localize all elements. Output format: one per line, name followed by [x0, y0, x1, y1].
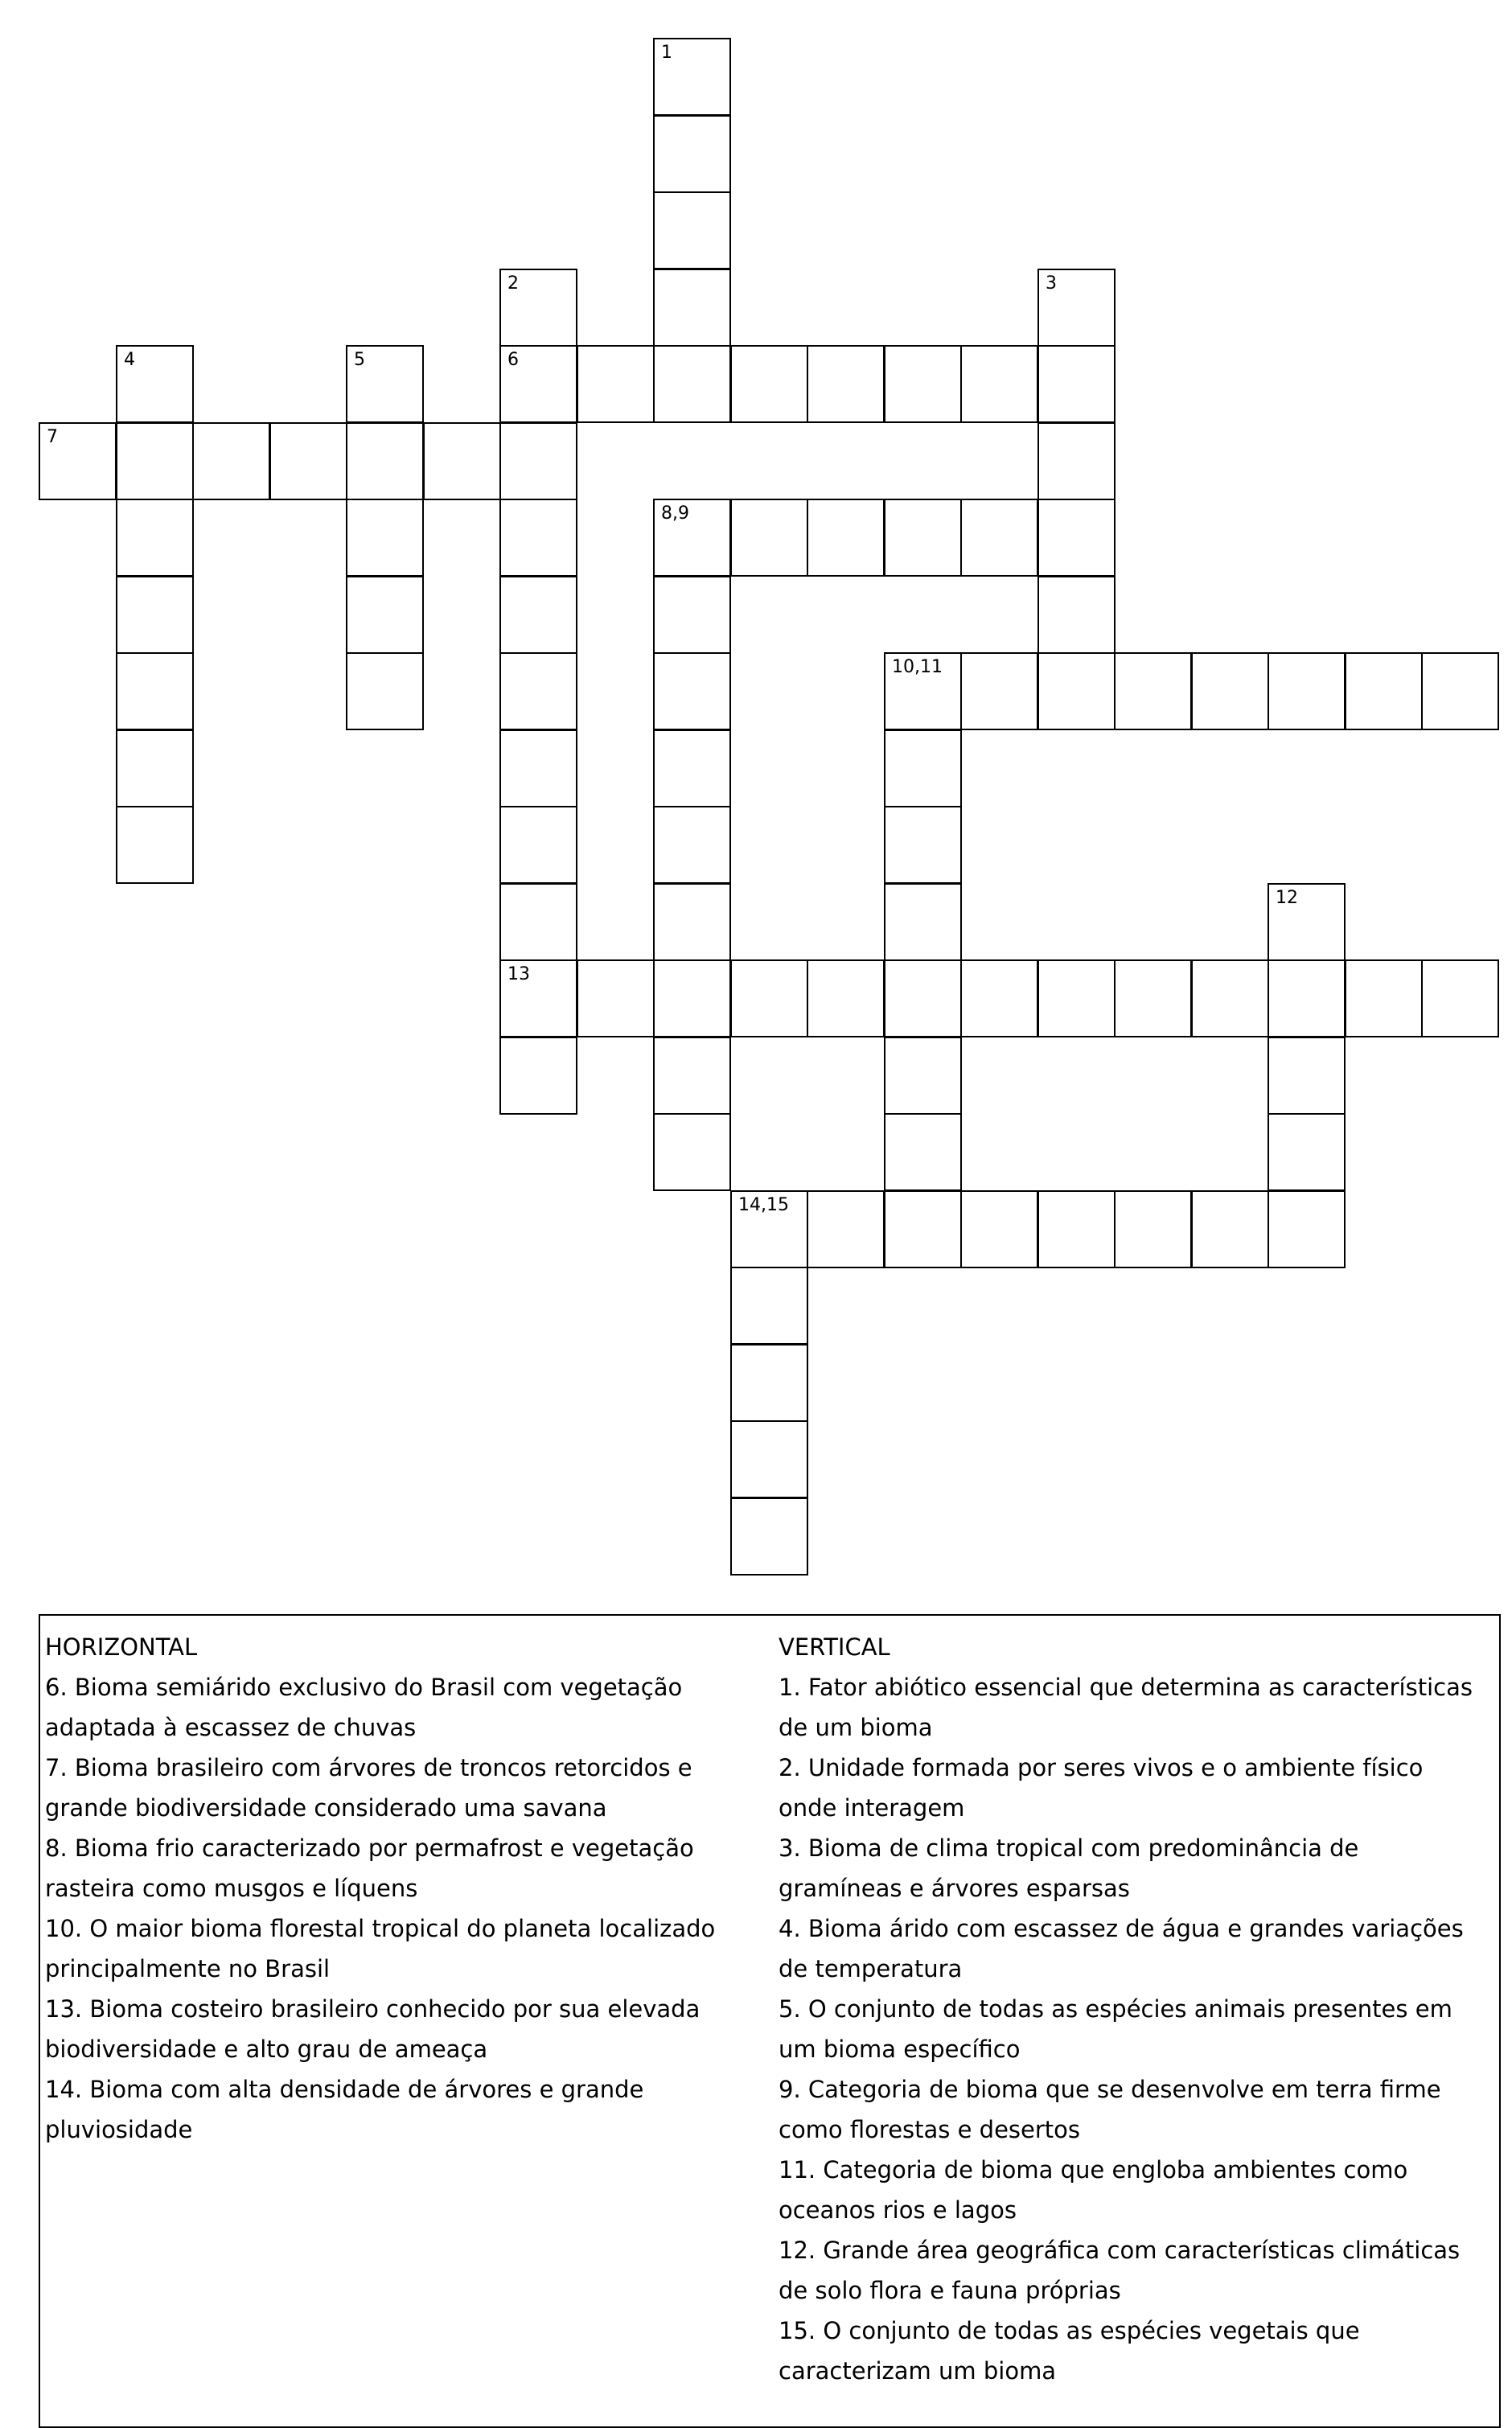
clue-vertical-2: 2. Unidade formada por seres vivos e o ambiente físico onde interagem	[779, 1754, 1424, 1822]
grid-cell[interactable]	[653, 729, 731, 807]
grid-cell[interactable]	[269, 422, 347, 500]
grid-cell[interactable]	[730, 1497, 808, 1576]
clue-vertical-5: 5. O conjunto de todas as espécies animais presentes em um bioma específico	[779, 1995, 1452, 2063]
grid-cell[interactable]	[653, 806, 731, 884]
grid-cell[interactable]	[346, 652, 424, 730]
grid-cell[interactable]	[730, 1344, 808, 1422]
grid-cell[interactable]	[1114, 959, 1192, 1037]
grid-cell[interactable]	[499, 652, 577, 730]
grid-cell[interactable]	[1191, 1190, 1269, 1268]
grid-cell[interactable]	[960, 959, 1038, 1037]
grid-cell[interactable]	[807, 499, 885, 577]
grid-cell[interactable]	[116, 345, 194, 423]
grid-cell[interactable]	[730, 959, 808, 1037]
clue-number: 7	[47, 427, 58, 447]
grid-cell[interactable]	[1268, 959, 1346, 1037]
clue-number: 3	[1046, 273, 1057, 294]
grid-cell[interactable]	[960, 345, 1038, 423]
clue-vertical-4: 4. Bioma árido com escassez de água e grandes variações de temperatura	[779, 1915, 1464, 1982]
grid-cell[interactable]	[960, 652, 1038, 730]
grid-cell[interactable]	[730, 1420, 808, 1498]
grid-cell[interactable]	[1037, 1190, 1116, 1268]
grid-cell[interactable]	[192, 422, 270, 500]
clues-box	[39, 1614, 1501, 2428]
clue-number: 12	[1276, 888, 1298, 908]
clue-horizontal-6: 6. Bioma semiárido exclusivo do Brasil com vegetação adaptada à escassez de chuvas	[45, 1674, 683, 1741]
grid-cell[interactable]	[1268, 1190, 1346, 1268]
clue-vertical-3: 3. Bioma de clima tropical com predominância de gramíneas e árvores esparsas	[779, 1834, 1359, 1902]
grid-cell[interactable]	[116, 576, 194, 654]
vertical-clues-column	[779, 1627, 1486, 2391]
grid-cell[interactable]	[884, 1037, 962, 1115]
clue-vertical-1: 1. Fator abiótico essencial que determina as características de um bioma	[779, 1674, 1473, 1741]
grid-cell[interactable]	[960, 1190, 1038, 1268]
grid-cell[interactable]	[1268, 652, 1346, 730]
clue-horizontal-8: 8. Bioma frio caracterizado por permafrost e vegetação rasteira como musgos e líquens	[45, 1834, 694, 1902]
grid-cell[interactable]	[423, 422, 501, 500]
grid-cell[interactable]	[884, 345, 962, 423]
grid-cell[interactable]	[1037, 345, 1116, 423]
grid-cell[interactable]	[1037, 652, 1116, 730]
grid-cell[interactable]	[1421, 959, 1499, 1037]
grid-cell[interactable]	[884, 1190, 962, 1268]
clue-number: 6	[507, 350, 519, 370]
clue-number: 5	[354, 350, 365, 370]
clue-vertical-15: 15. O conjunto de todas as espécies vegetais que caracterizam um bioma	[779, 2317, 1360, 2385]
clue-horizontal-7: 7. Bioma brasileiro com árvores de troncos retorcidos e grande biodiversidade considerado uma savana	[45, 1754, 692, 1822]
grid-cell[interactable]	[1037, 422, 1116, 500]
horizontal-clues-column	[45, 1627, 769, 2150]
grid-cell[interactable]	[884, 883, 962, 961]
grid-cell[interactable]	[346, 345, 424, 423]
grid-cell[interactable]	[730, 499, 808, 577]
grid-cell[interactable]	[499, 499, 577, 577]
grid-cell[interactable]	[1345, 959, 1423, 1037]
clue-number: 2	[507, 273, 519, 294]
clue-number: 10,11	[892, 657, 943, 677]
grid-cell[interactable]	[499, 959, 577, 1037]
grid-cell[interactable]	[39, 422, 117, 500]
grid-cell[interactable]	[884, 729, 962, 807]
grid-cell[interactable]	[653, 1113, 731, 1191]
grid-cell[interactable]	[116, 806, 194, 884]
grid-cell[interactable]	[884, 1113, 962, 1191]
grid-cell[interactable]	[1345, 652, 1423, 730]
grid-cell[interactable]	[653, 883, 731, 961]
grid-cell[interactable]	[1191, 652, 1269, 730]
grid-cell[interactable]	[499, 806, 577, 884]
grid-cell[interactable]	[653, 115, 731, 193]
grid-cell[interactable]	[653, 191, 731, 269]
grid-cell[interactable]	[346, 499, 424, 577]
grid-cell[interactable]	[116, 729, 194, 807]
grid-cell[interactable]	[499, 1037, 577, 1115]
clue-number: 1	[661, 43, 672, 63]
clue-number: 8,9	[661, 503, 689, 524]
grid-cell[interactable]	[653, 499, 731, 577]
grid-cell[interactable]	[807, 1190, 885, 1268]
grid-cell[interactable]	[1114, 652, 1192, 730]
grid-cell[interactable]	[1037, 499, 1116, 577]
clue-number: 14,15	[738, 1195, 789, 1215]
grid-cell[interactable]	[960, 499, 1038, 577]
grid-cell[interactable]	[653, 652, 731, 730]
grid-cell[interactable]	[1268, 883, 1346, 961]
grid-cell[interactable]	[499, 422, 577, 500]
grid-cell[interactable]	[807, 345, 885, 423]
grid-cell[interactable]	[1037, 576, 1116, 654]
grid-cell[interactable]	[730, 345, 808, 423]
grid-cell[interactable]	[499, 269, 577, 347]
grid-cell[interactable]	[653, 38, 731, 116]
grid-cell[interactable]	[1268, 1113, 1346, 1191]
grid-cell[interactable]	[1191, 959, 1269, 1037]
clue-horizontal-10: 10. O maior bioma florestal tropical do planeta localizado principalmente no Brasil	[45, 1915, 716, 1982]
grid-cell[interactable]	[730, 1267, 808, 1345]
grid-cell[interactable]	[653, 345, 731, 423]
grid-cell[interactable]	[499, 729, 577, 807]
grid-cell[interactable]	[884, 652, 962, 730]
clue-vertical-12: 12. Grande área geográfica com características climáticas de solo flora e fauna próprias	[779, 2237, 1461, 2304]
grid-cell[interactable]	[346, 422, 424, 500]
horizontal-heading: HORIZONTAL	[45, 1633, 198, 1661]
grid-cell[interactable]	[499, 576, 577, 654]
grid-cell[interactable]	[1268, 1037, 1346, 1115]
grid-cell[interactable]	[884, 806, 962, 884]
grid-cell[interactable]	[653, 576, 731, 654]
grid-cell[interactable]	[807, 959, 885, 1037]
clue-number: 4	[124, 350, 135, 370]
grid-cell[interactable]	[653, 269, 731, 347]
grid-cell[interactable]	[1037, 269, 1116, 347]
grid-cell[interactable]	[1037, 959, 1116, 1037]
grid-cell[interactable]	[1114, 1190, 1192, 1268]
grid-cell[interactable]	[884, 499, 962, 577]
grid-cell[interactable]	[499, 883, 577, 961]
grid-cell[interactable]	[1421, 652, 1499, 730]
grid-cell[interactable]	[577, 345, 655, 423]
grid-cell[interactable]	[884, 959, 962, 1037]
clue-horizontal-14: 14. Bioma com alta densidade de árvores e grande pluviosidade	[45, 2076, 644, 2143]
grid-cell[interactable]	[653, 959, 731, 1037]
grid-cell[interactable]	[346, 576, 424, 654]
grid-cell[interactable]	[730, 1190, 808, 1268]
clue-vertical-9: 9. Categoria de bioma que se desenvolve em terra firme como florestas e desertos	[779, 2076, 1441, 2143]
vertical-heading: VERTICAL	[779, 1633, 890, 1661]
clue-vertical-11: 11. Categoria de bioma que engloba ambientes como oceanos rios e lagos	[779, 2156, 1408, 2224]
grid-cell[interactable]	[116, 652, 194, 730]
grid-cell[interactable]	[653, 1037, 731, 1115]
clue-horizontal-13: 13. Bioma costeiro brasileiro conhecido por sua elevada biodiversidade e alto grau de ameaça	[45, 1995, 701, 2063]
grid-cell[interactable]	[499, 345, 577, 423]
grid-cell[interactable]	[116, 499, 194, 577]
grid-cell[interactable]	[116, 422, 194, 500]
clue-number: 13	[507, 964, 530, 984]
grid-cell[interactable]	[577, 959, 655, 1037]
